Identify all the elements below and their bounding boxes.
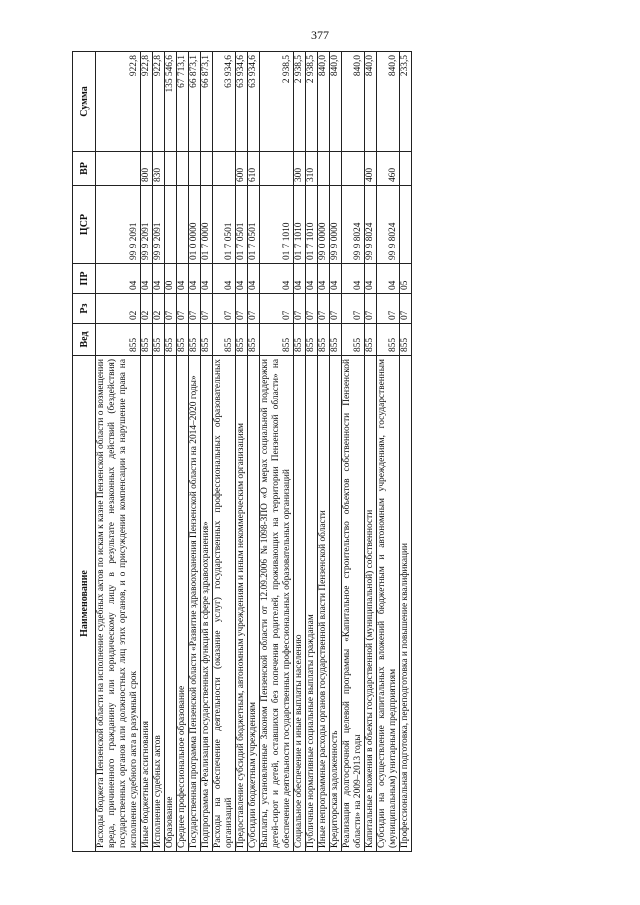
cell-ved: 855 — [248, 324, 260, 356]
header-vr: ВР — [73, 152, 96, 186]
cell-rz: 02 — [153, 294, 165, 324]
cell-name: Иные бюджетные ассигнования — [141, 356, 153, 852]
cell-rz: 07 — [330, 294, 342, 324]
cell-pr: 04 — [96, 264, 141, 294]
header-ved: Вед — [73, 324, 96, 356]
cell-pr: 04 — [294, 264, 306, 294]
cell-vr — [177, 152, 189, 186]
table-row — [294, 52, 306, 852]
header-name: Наименование — [73, 356, 96, 852]
cell-name: Кредиторская задолженность — [330, 356, 342, 852]
cell-csr: 99 9 8024 — [342, 186, 365, 264]
cell-rz: 02 — [96, 294, 141, 324]
budget-table — [72, 51, 412, 852]
cell-sum: 840,0 — [365, 52, 377, 152]
table-body — [96, 52, 412, 852]
cell-name: Капитальные вложения в объекты государственной (муниципальной) собственности — [365, 356, 377, 852]
header-sum: Сумма — [73, 52, 96, 152]
cell-vr — [260, 152, 294, 186]
table-header — [73, 52, 96, 852]
cell-pr: 04 — [177, 264, 189, 294]
cell-csr: 99 9 8024 — [365, 186, 377, 264]
cell-rz: 07 — [248, 294, 260, 324]
cell-pr: 04 — [236, 264, 248, 294]
cell-pr: 04 — [377, 264, 400, 294]
cell-name: Расходы на обеспечение деятельности (оказание услуг) государственных профессиональных образовательных организаций — [213, 356, 236, 852]
header-csr: ЦСР — [73, 186, 96, 264]
cell-pr: 04 — [141, 264, 153, 294]
cell-sum: 67 713,1 — [177, 52, 189, 152]
cell-vr — [165, 152, 177, 186]
cell-name: Расходы бюджета Пензенской области на исполнение судебных актов по искам к казне Пензенской области о возмещении вреда, причиненного гражданину или юридическому лицу в результате незаконных действий (бездействия) государственных органов или должностных лиц этих органов, и о присуждении компенсации за нарушение права на исполнение судебного акта в разумный срок — [96, 356, 141, 852]
table-row — [141, 52, 153, 852]
cell-ved: 855 — [306, 324, 318, 356]
cell-pr: 04 — [330, 264, 342, 294]
cell-ved: 855 — [236, 324, 248, 356]
cell-pr: 04 — [213, 264, 236, 294]
cell-name: Субсидии на осуществление капитальных вложений бюджетным и автономным учреждениям, государственным (муниципальным) унитарным предприятиям — [377, 356, 400, 852]
cell-sum: 2 938,5 — [260, 52, 294, 152]
table-row — [236, 52, 248, 852]
cell-sum: 922,8 — [96, 52, 141, 152]
cell-csr: 99 9 8024 — [377, 186, 400, 264]
cell-vr — [96, 152, 141, 186]
cell-vr: 400 — [365, 152, 377, 186]
cell-ved: 855 — [377, 324, 400, 356]
cell-ved: 855 — [189, 324, 201, 356]
cell-rz: 02 — [141, 294, 153, 324]
cell-sum: 233,5 — [400, 52, 412, 152]
table-row — [213, 52, 236, 852]
cell-csr — [400, 186, 412, 264]
cell-name: Выплаты, установленные Законом Пензенской области от 12.09.2006 №1098-ЗПО «О мерах социальной поддержки детей-сирот и детей, оставшихся без попечения родителей, проживающих на территории Пензенской области» на обеспечение деятельности государственных профессиональных образовательных организаций — [260, 356, 294, 852]
cell-csr: 99 9 2091 — [141, 186, 153, 264]
cell-ved: 855 — [330, 324, 342, 356]
cell-rz: 07 — [342, 294, 365, 324]
cell-rz: 07 — [365, 294, 377, 324]
cell-rz: 07 — [177, 294, 189, 324]
cell-pr: 04 — [201, 264, 213, 294]
cell-pr: 04 — [153, 264, 165, 294]
cell-sum: 135 546,6 — [165, 52, 177, 152]
table-row — [165, 52, 177, 852]
table-row — [400, 52, 412, 852]
cell-ved: 855 — [141, 324, 153, 356]
cell-rz: 07 — [400, 294, 412, 324]
cell-vr — [330, 152, 342, 186]
cell-rz: 07 — [294, 294, 306, 324]
table-row — [248, 52, 260, 852]
cell-sum: 66 873,1 — [189, 52, 201, 152]
cell-sum: 922,8 — [153, 52, 165, 152]
cell-pr: 04 — [260, 264, 294, 294]
cell-ved: 855 — [318, 324, 330, 356]
cell-csr — [165, 186, 177, 264]
cell-ved: 855 — [342, 324, 365, 356]
cell-csr: 99 0 0000 — [318, 186, 330, 264]
cell-ved: 855 — [165, 324, 177, 356]
cell-ved: 855 — [365, 324, 377, 356]
cell-name: Социальное обеспечение и иные выплаты населению — [294, 356, 306, 852]
cell-vr: 310 — [306, 152, 318, 186]
cell-name: Иные непрограммные расходы органов государственной власти Пензенской области — [318, 356, 330, 852]
cell-ved: 855 — [96, 324, 141, 356]
cell-sum: 2 938,5 — [294, 52, 306, 152]
cell-vr: 610 — [248, 152, 260, 186]
table-row — [177, 52, 189, 852]
cell-csr — [177, 186, 189, 264]
cell-ved: 855 — [400, 324, 412, 356]
cell-rz: 07 — [377, 294, 400, 324]
cell-pr: 05 — [400, 264, 412, 294]
cell-csr: 01 7 0000 — [201, 186, 213, 264]
cell-vr — [201, 152, 213, 186]
header-rz: Рз — [73, 294, 96, 324]
cell-rz: 07 — [213, 294, 236, 324]
cell-rz: 07 — [260, 294, 294, 324]
cell-ved: 855 — [260, 324, 294, 356]
table-row — [342, 52, 365, 852]
cell-ved: 855 — [177, 324, 189, 356]
cell-sum: 66 873,1 — [201, 52, 213, 152]
table-row — [306, 52, 318, 852]
cell-sum: 840,0 — [330, 52, 342, 152]
table-rotation-layer — [72, 52, 572, 852]
cell-sum: 840,0 — [318, 52, 330, 152]
cell-rz: 07 — [318, 294, 330, 324]
cell-ved: 855 — [213, 324, 236, 356]
cell-name: Субсидии бюджетным учреждениям — [248, 356, 260, 852]
table-row — [201, 52, 213, 852]
cell-name: Государственная программа Пензенской области «Развитие здравоохранения Пензенской области на 2014–2020 годы» — [189, 356, 201, 852]
cell-vr: 600 — [236, 152, 248, 186]
cell-vr — [342, 152, 365, 186]
cell-rz: 07 — [189, 294, 201, 324]
cell-sum: 2 938,5 — [306, 52, 318, 152]
cell-name: Публичные нормативные социальные выплаты гражданам — [306, 356, 318, 852]
cell-csr: 01 7 1010 — [294, 186, 306, 264]
cell-csr: 99 9 0000 — [330, 186, 342, 264]
cell-pr: 04 — [189, 264, 201, 294]
cell-sum: 840,0 — [342, 52, 365, 152]
cell-pr: 04 — [342, 264, 365, 294]
cell-rz: 07 — [201, 294, 213, 324]
cell-vr — [400, 152, 412, 186]
cell-sum: 63 934,6 — [248, 52, 260, 152]
table-row — [318, 52, 330, 852]
table-row — [153, 52, 165, 852]
cell-sum: 63 934,6 — [236, 52, 248, 152]
cell-sum: 922,8 — [141, 52, 153, 152]
cell-name: Образование — [165, 356, 177, 852]
cell-vr — [318, 152, 330, 186]
cell-pr: 04 — [248, 264, 260, 294]
cell-vr — [213, 152, 236, 186]
cell-csr: 99 9 2091 — [96, 186, 141, 264]
cell-vr — [189, 152, 201, 186]
cell-name: Предоставление субсидий бюджетным, автономным учреждениям и иным некоммерческим организациям — [236, 356, 248, 852]
table-row — [377, 52, 400, 852]
cell-csr: 01 7 0501 — [213, 186, 236, 264]
cell-sum: 63 934,6 — [213, 52, 236, 152]
cell-vr: 830 — [153, 152, 165, 186]
cell-rz: 07 — [165, 294, 177, 324]
cell-ved: 855 — [153, 324, 165, 356]
cell-name: Профессиональная подготовка, переподготовка и повышение квалификации — [400, 356, 412, 852]
header-pr: ПР — [73, 264, 96, 294]
table-row — [330, 52, 342, 852]
cell-pr: 04 — [365, 264, 377, 294]
cell-rz: 07 — [236, 294, 248, 324]
table-row — [365, 52, 377, 852]
cell-ved: 855 — [201, 324, 213, 356]
cell-name: Реализация долгосрочной целевой программы «Капитальное строительство объектов собственности Пензенской области» на 2009–2013 годы — [342, 356, 365, 852]
cell-csr: 99 9 2091 — [153, 186, 165, 264]
cell-csr: 01 0 0000 — [189, 186, 201, 264]
cell-pr: 00 — [165, 264, 177, 294]
cell-vr: 460 — [377, 152, 400, 186]
cell-csr: 01 7 1010 — [306, 186, 318, 264]
cell-name: Исполнение судебных актов — [153, 356, 165, 852]
table-row — [96, 52, 141, 852]
rotated-table-container — [72, 52, 572, 852]
page-number: 377 — [311, 28, 329, 42]
cell-vr: 800 — [141, 152, 153, 186]
cell-csr: 01 7 1010 — [260, 186, 294, 264]
cell-pr: 04 — [306, 264, 318, 294]
cell-rz: 07 — [306, 294, 318, 324]
cell-csr: 01 7 0501 — [248, 186, 260, 264]
cell-name: Среднее профессиональное образование — [177, 356, 189, 852]
header-row — [73, 52, 96, 852]
cell-csr: 01 7 0501 — [236, 186, 248, 264]
cell-name: Подпрограмма «Реализация государственных функций в сфере здравоохранения» — [201, 356, 213, 852]
cell-ved: 855 — [294, 324, 306, 356]
cell-vr: 300 — [294, 152, 306, 186]
cell-sum: 840,0 — [377, 52, 400, 152]
table-row — [189, 52, 201, 852]
table-row — [260, 52, 294, 852]
cell-pr: 04 — [318, 264, 330, 294]
